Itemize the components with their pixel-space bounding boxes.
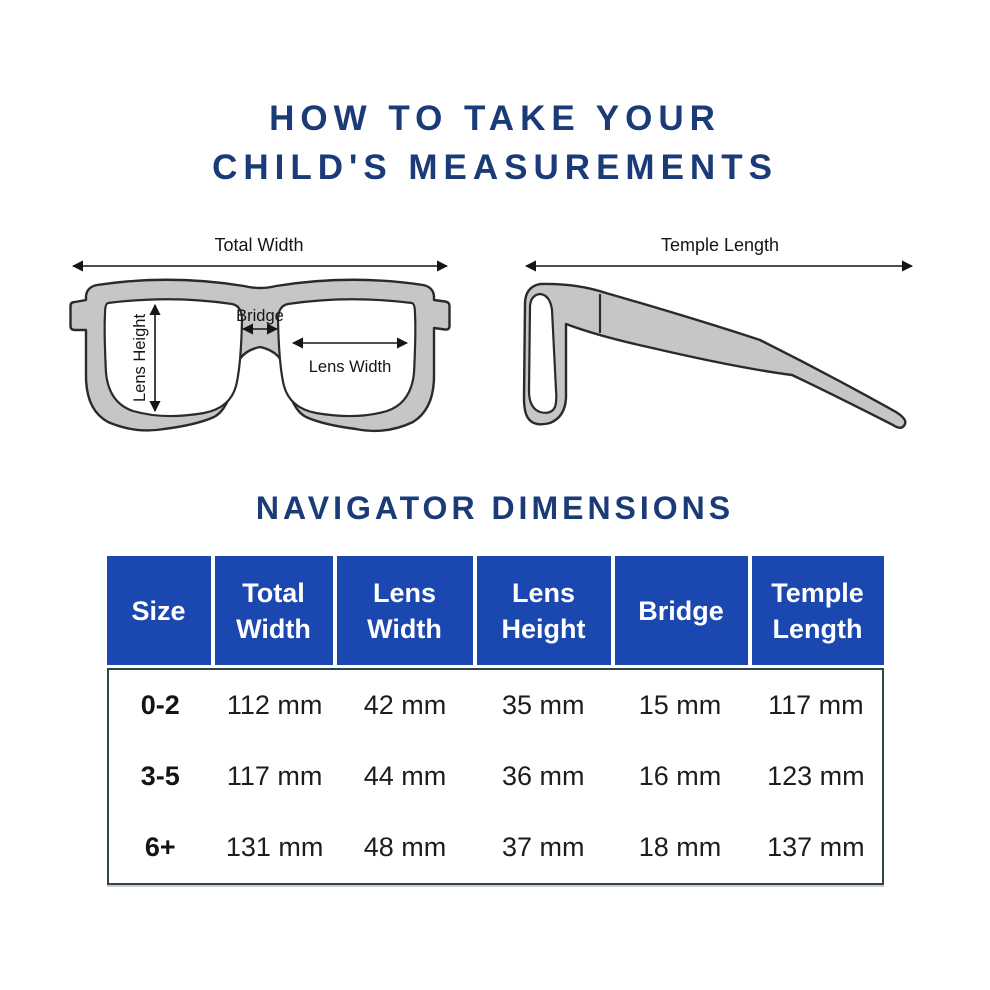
measurement-diagrams xyxy=(0,226,990,454)
section-title: NAVIGATOR DIMENSIONS xyxy=(255,490,735,526)
header-lens-height: Lens Height xyxy=(477,556,611,665)
cell-temple-length: 123 mm xyxy=(767,761,865,791)
header-total-width: Total Width xyxy=(215,556,333,665)
table-row xyxy=(109,741,882,812)
header-lens-width: Lens Width xyxy=(337,556,473,665)
cell-lens-width: 44 mm xyxy=(363,761,447,791)
dimensions-table xyxy=(107,556,884,885)
temple-length-label: Temple Length xyxy=(660,235,780,255)
header-temple-length: Temple Length xyxy=(752,556,884,665)
left-lens xyxy=(105,299,242,416)
page-title xyxy=(0,0,990,192)
cell-lens-height: 36 mm xyxy=(501,761,585,791)
header-size: Size xyxy=(107,556,211,665)
page-title-line2: CHILD'S MEASUREMENTS xyxy=(212,148,778,187)
cell-size: 6+ xyxy=(144,832,176,862)
cell-temple-length: 117 mm xyxy=(768,690,864,720)
bridge-label: Bridge xyxy=(236,307,284,325)
header-bridge: Bridge xyxy=(615,556,748,665)
total-width-label: Total Width xyxy=(214,235,304,255)
glasses-temple-side xyxy=(524,284,905,428)
table-row xyxy=(109,812,882,883)
cell-bridge: 18 mm xyxy=(638,832,722,862)
table-header-row xyxy=(107,556,884,665)
cell-temple-length: 137 mm xyxy=(767,832,865,862)
lens-width-label: Lens Width xyxy=(308,358,392,376)
cell-bridge: 15 mm xyxy=(638,690,722,720)
table-row xyxy=(109,670,882,741)
cell-total-width: 117 mm xyxy=(226,761,323,791)
cell-lens-height: 37 mm xyxy=(501,832,585,862)
cell-lens-height: 35 mm xyxy=(501,690,585,720)
cell-size: 3-5 xyxy=(140,761,180,791)
cell-bridge: 16 mm xyxy=(638,761,722,791)
lens-height-label: Lens Height xyxy=(131,313,149,403)
cell-size: 0-2 xyxy=(140,690,180,720)
cell-total-width: 112 mm xyxy=(226,690,323,720)
cell-lens-width: 42 mm xyxy=(363,690,447,720)
table-body xyxy=(107,668,884,885)
glasses-front-view-diagram xyxy=(52,226,492,454)
page-title-line1: HOW TO TAKE YOUR xyxy=(269,99,721,138)
glasses-side-view-diagram xyxy=(498,226,938,454)
cell-total-width: 131 mm xyxy=(225,832,324,862)
cell-lens-width: 48 mm xyxy=(363,832,447,862)
side-lens xyxy=(529,294,556,413)
